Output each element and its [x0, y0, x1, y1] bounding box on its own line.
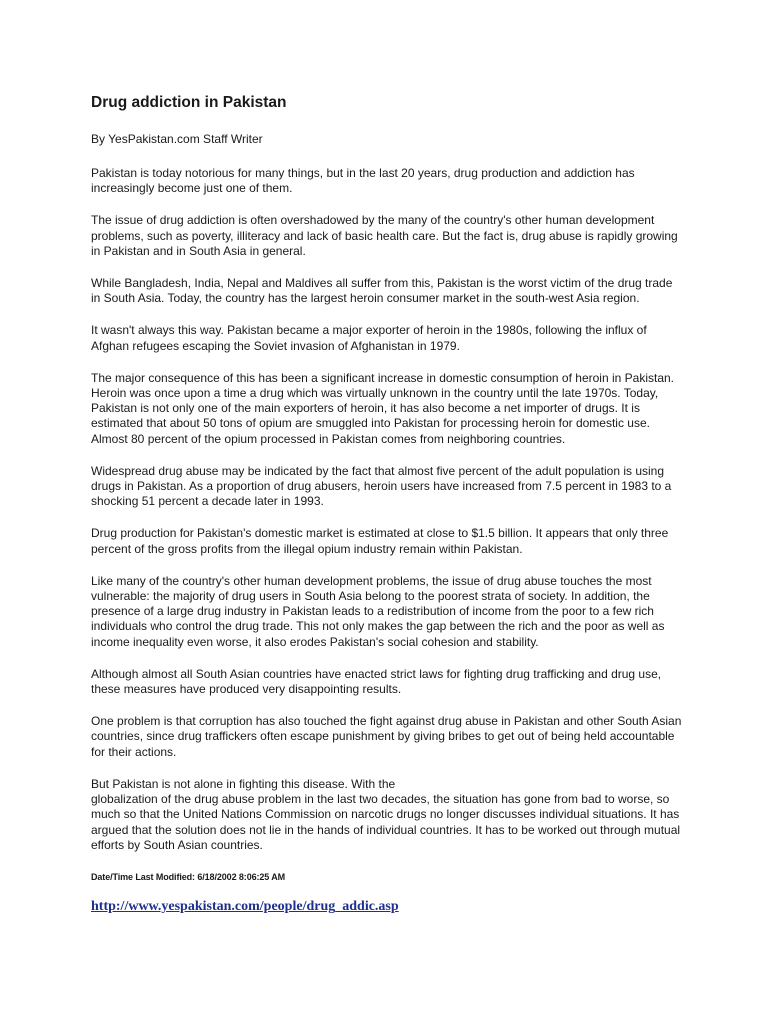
paragraph-10: One problem is that corruption has also touched the fight against drug abuse in Pakistan and other South Asian countries, since drug traffickers often escape punishment by giving bribes to get out of being held accountable for their actions. — [91, 714, 682, 759]
paragraph-11 — [91, 777, 683, 853]
last-modified-date: Date/Time Last Modified: 6/18/2002 8:06:25 AM — [91, 871, 286, 882]
source-link[interactable]: http://www.yespakistan.com/people/drug_addic.asp — [91, 898, 399, 914]
paragraph-4: It wasn't always this way. Pakistan became a major exporter of heroin in the 1980s, following the influx of Afghan refugees escaping the Soviet invasion of Afghanistan in 1979. — [91, 323, 647, 353]
paragraph-6: Widespread drug abuse may be indicated by the fact that almost five percent of the adult population is using drugs in Pakistan. As a proportion of drug abusers, heroin users have increased from 7.5 percent in 1983 to a shocking 51 percent a decade later in 1993. — [91, 463, 672, 509]
paragraph-7: Drug production for Pakistan's domestic market is estimated at close to $1.5 billion. It appears that only three percent of the gross profits from the illegal opium industry remain within Pakistan. — [91, 526, 669, 556]
paragraph-11-line-1: But Pakistan is not alone in fighting this disease. With the — [91, 776, 396, 791]
paragraph-8: Like many of the country's other human development problems, the issue of drug abuse touches the most vulnerable: the majority of drug users in South Asia belong to the poorest strata of society. In addition, the presence of a large drug industry in Pakistan leads to a redistribution of income from the poor to a few rich individuals who control the drug trade. This not only makes the gap between the rich and the poor as well as income inequality even worse, it also erodes Pakistan's social cohesion and stability. — [91, 573, 665, 649]
article — [91, 94, 683, 915]
paragraph-2: The issue of drug addiction is often overshadowed by the many of the country's other human development problems, such as poverty, illiteracy and lack of basic health care. But the fact is, drug abuse is rapidly growing in Pakistan and in South Asia in general. — [91, 213, 678, 258]
paragraph-1: Pakistan is today notorious for many things, but in the last 20 years, drug production and addiction has increasingly become just one of them. — [91, 166, 635, 196]
article-title: Drug addiction in Pakistan — [91, 94, 287, 111]
paragraph-9: Although almost all South Asian countries have enacted strict laws for fighting drug trafficking and drug use, these measures have produced very disappointing results. — [91, 666, 662, 697]
paragraph-3: While Bangladesh, India, Nepal and Maldives all suffer from this, Pakistan is the worst victim of the drug trade in South Asia. Today, the country has the largest heroin consumer market in the south-west Asia region. — [91, 276, 673, 306]
byline: By YesPakistan.com Staff Writer — [91, 132, 263, 146]
paragraph-5: The major consequence of this has been a significant increase in domestic consumption of heroin in Pakistan. Heroin was once upon a time a drug which was virtually unknown in the country until the late 1970s. Today, Pakistan is not only one of the main exporters of heroin, it has also become a net importer of drugs. It is estimated that about 50 tons of opium are smuggled into Pakistan for processing heroin for domestic use. Almost 80 percent of the opium processed in Pakistan comes from neighboring countries. — [91, 370, 674, 446]
paragraph-11-line-2: globalization of the drug abuse problem in the last two decades, the situation has gone from bad to worse, so much so that the United Nations Commission on narcotic drugs no longer discusses individual situations. It has argued that the solution does not lie in the hands of individual countries. It has to be worked out through mutual efforts by South Asian countries. — [91, 792, 681, 852]
